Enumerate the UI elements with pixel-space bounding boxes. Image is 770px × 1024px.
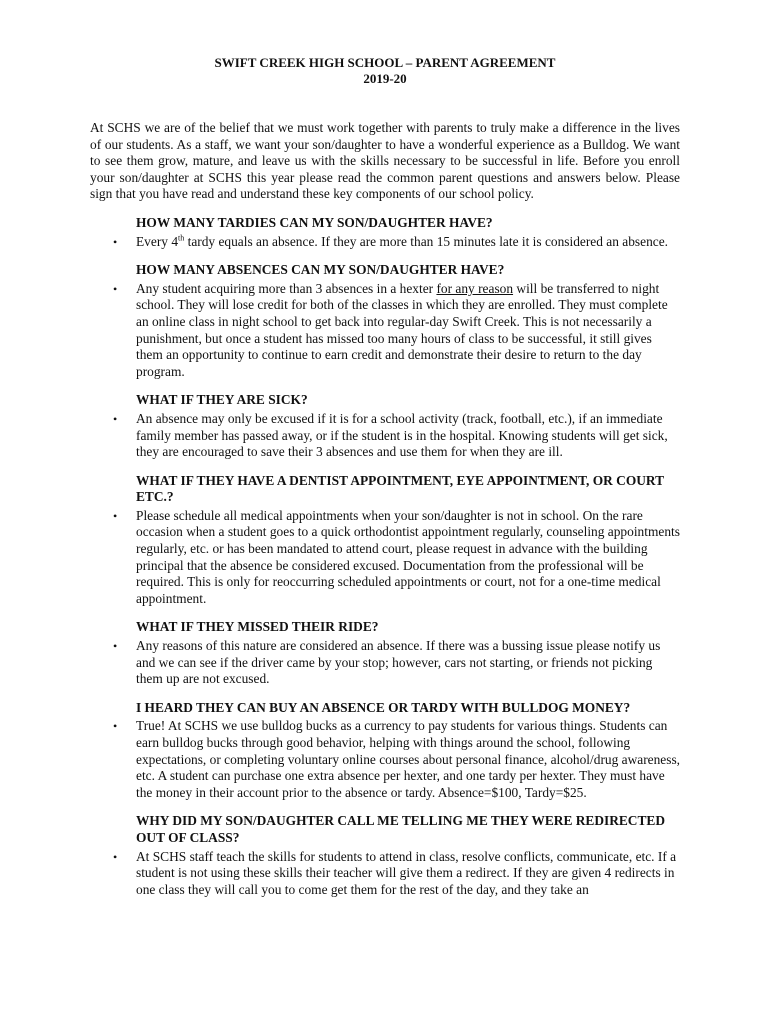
bullet-icon: • xyxy=(113,639,118,654)
faq-section-appointments xyxy=(90,473,680,608)
faq-question: WHAT IF THEY ARE SICK? xyxy=(136,392,308,408)
faq-answer: • Every 4th tardy equals an absence. If they are more than 15 minutes late it is considered an absence. xyxy=(113,233,669,249)
bullet-icon: • xyxy=(113,234,118,249)
faq-question: HOW MANY ABSENCES CAN MY SON/DAUGHTER HAVE? xyxy=(136,262,505,278)
bullet-icon: • xyxy=(113,411,118,426)
faq-section-bulldog-money xyxy=(90,700,680,802)
faq-question: WHY DID MY SON/DAUGHTER CALL ME TELLING ME THEY WERE REDIRECTED OUT OF CLASS? xyxy=(136,813,666,845)
faq-section-tardies xyxy=(90,215,680,250)
faq-question: WHAT IF THEY HAVE A DENTIST APPOINTMENT, EYE APPOINTMENT, OR COURT ETC.? xyxy=(136,472,664,505)
document-page xyxy=(90,55,680,898)
document-title: SWIFT CREEK HIGH SCHOOL – PARENT AGREEMENT xyxy=(214,55,556,70)
faq-question: WHAT IF THEY MISSED THEIR RIDE? xyxy=(136,619,379,635)
faq-question: HOW MANY TARDIES CAN MY SON/DAUGHTER HAVE? xyxy=(136,214,493,230)
faq-answer: • Any reasons of this nature are considered an absence. If there was a bussing issue please notify us and we can see if the driver came by your stop; however, cars not starting, or friends not picking them up are not excused. xyxy=(113,638,661,687)
faq-section-sick xyxy=(90,392,680,460)
faq-section-ride xyxy=(90,619,680,687)
faq-section-absences xyxy=(90,262,680,380)
faq-answer: • True! At SCHS we use bulldog bucks as a currency to pay students for various things. Students can earn bulldog bucks through good behavior, helping with things around the school, following expectations, or completing voluntary online courses about personal finance, alcohol/drug awareness, etc. A student can purchase one extra absence per hexter, and one tardy per hexter. They must have the money in their account prior to the absence or tardy. Absence=$100, Tardy=$25. xyxy=(113,718,681,800)
bullet-icon: • xyxy=(113,281,118,296)
faq-answer: • Any student acquiring more than 3 absences in a hexter for any reason will be transferred to night school. They will lose credit for both of the classes in which they are enrolled. They must complete an online class in night school to get back into regular-day Swift Creek. This is not necessarily a punishment, but once a student has missed too many hours of class to be successful, it still gives them an opportunity to continue to earn credit and demonstrate their desire to return to the day program. xyxy=(113,280,668,379)
bullet-icon: • xyxy=(113,508,118,523)
faq-answer: • At SCHS staff teach the skills for students to attend in class, resolve conflicts, communicate, etc. If a student is not using these skills their teacher will give them a redirect. If they are given 4 redirects in one class they will call you to come get them for the rest of the day, and they take an xyxy=(113,848,677,897)
bullet-icon: • xyxy=(113,719,118,734)
faq-answer: • Please schedule all medical appointments when your son/daughter is not in school. On the rare occasion when a student goes to a quick orthodontist appointment regularly, counseling appointments regularly, etc. or has been mandated to attend court, please request in advance with the building principal that the absence be considered excused. Documentation from the professional will be required. This is only for reoccurring scheduled appointments or court, not for a one-time medical appointment. xyxy=(113,507,680,606)
bullet-icon: • xyxy=(113,849,118,864)
intro-paragraph: At SCHS we are of the belief that we must work together with parents to truly make a difference in the lives of our students. As a staff, we want your son/daughter to have a wonderful experience as a Bulldog. We want to see them grow, mature, and leave us with the skills necessary to be successful in life. Before you enroll your son/daughter at SCHS this year please read the common parent questions and answers below. Please sign that you have read and understand these key components of our school policy. xyxy=(90,120,680,202)
faq-answer: • An absence may only be excused if it is for a school activity (track, football, etc.), if an immediate family member has passed away, or if the student is in the hospital. Knowing students will get sick, they are encouraged to save their 3 absences and use them for when they are ill. xyxy=(113,410,668,460)
faq-question: I HEARD THEY CAN BUY AN ABSENCE OR TARDY WITH BULLDOG MONEY? xyxy=(136,699,631,715)
underlined-emphasis: for any reason xyxy=(436,280,514,296)
school-year: 2019-20 xyxy=(363,71,407,86)
faq-section-redirect xyxy=(90,813,680,898)
